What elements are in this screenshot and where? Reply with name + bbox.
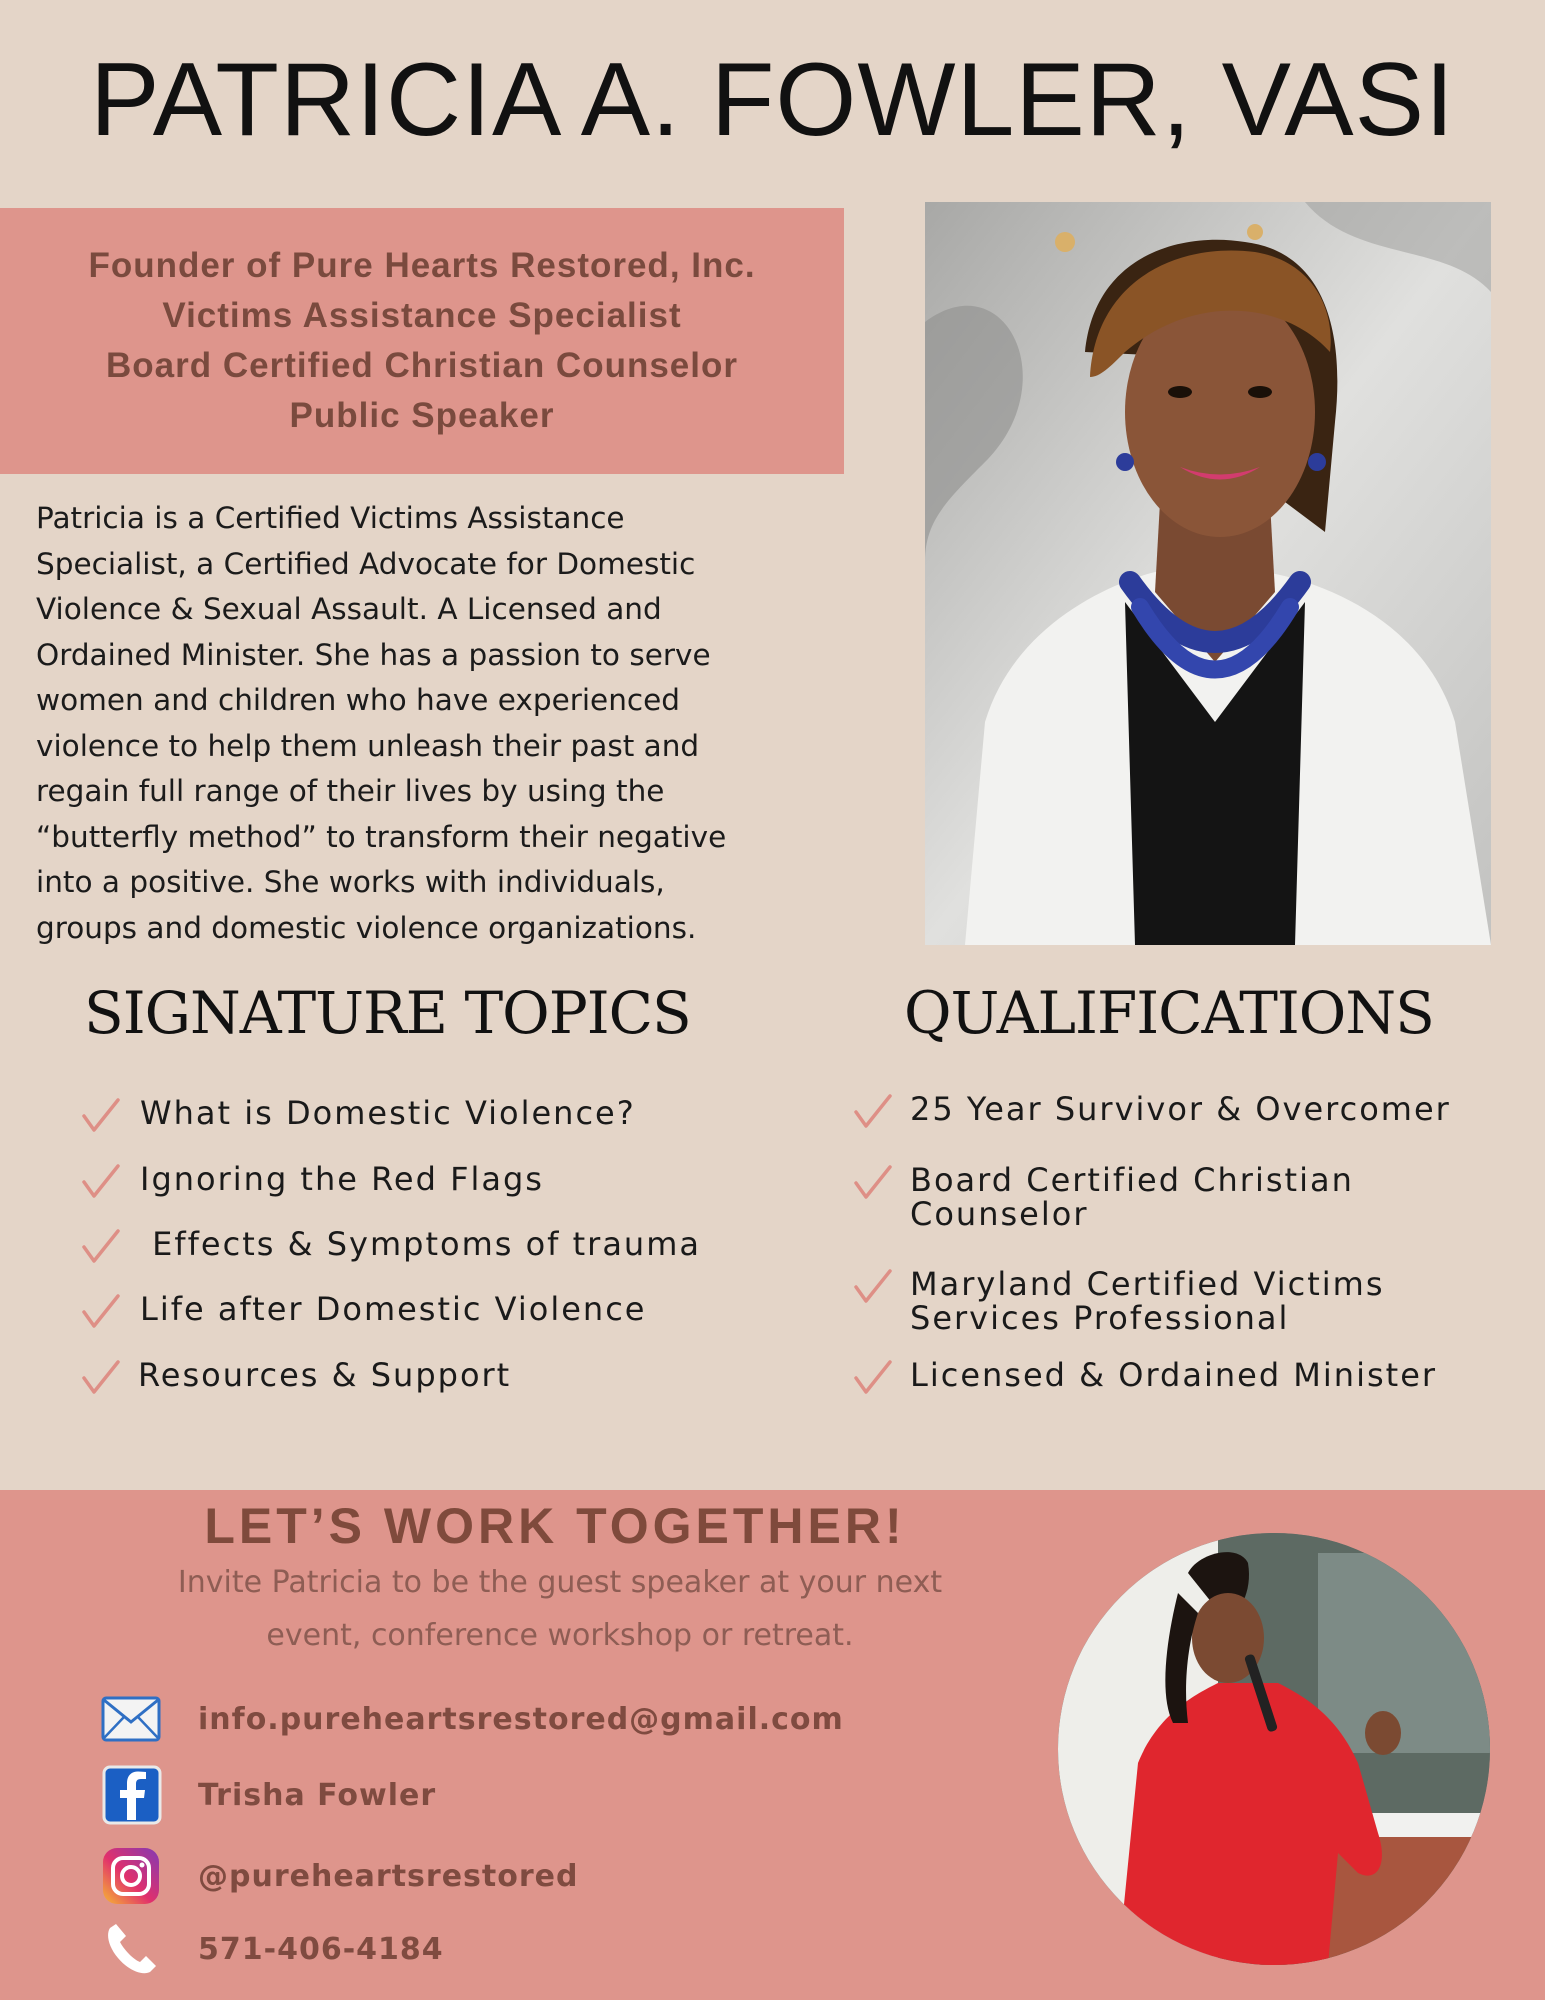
qualification-text: Maryland Certified Victims Services Professional (910, 1265, 1385, 1337)
email-icon (100, 1688, 162, 1750)
contact-instagram[interactable] (100, 1845, 578, 1907)
bio-line: Ordained Minister. She has a passion to serve (36, 637, 711, 672)
bio-line: regain full range of their lives by using the (36, 774, 665, 808)
topic-text: Life after Domestic Violence (140, 1290, 647, 1328)
qualification-item (852, 1267, 1384, 1335)
topic-item (80, 1292, 646, 1332)
bio-line: Patricia is a Certified Victims Assistance (36, 501, 625, 535)
checkmark-icon (80, 1162, 124, 1202)
instagram-text[interactable]: @pureheartsrestored (198, 1858, 579, 1894)
checkmark-icon (80, 1227, 124, 1267)
page-title: PATRICIA A. FOWLER, VASI (90, 42, 1455, 158)
bio-line: violence to help them unleash their past and (36, 728, 700, 763)
qualification-item (852, 1163, 1354, 1231)
role-line: Public Speaker (289, 396, 555, 435)
bio-line: “butterfly method” to transform their negative (36, 819, 727, 854)
instagram-icon (100, 1845, 162, 1907)
cta-text (90, 1556, 1030, 1662)
topic-item (80, 1096, 636, 1136)
bio-line: Specialist, a Certified Advocate for Domestic (36, 546, 696, 581)
checkmark-icon (80, 1358, 124, 1398)
phone-icon (100, 1918, 162, 1980)
contact-email[interactable] (100, 1688, 844, 1750)
contact-facebook[interactable] (100, 1764, 436, 1826)
signature-topics-title: SIGNATURE TOPICS (84, 979, 691, 1047)
bio-text (36, 496, 856, 951)
bio-line: groups and domestic violence organizations. (36, 910, 697, 945)
topic-text: Effects & Symptoms of trauma (140, 1225, 701, 1263)
topic-text: Resources & Support (138, 1356, 512, 1394)
facebook-text[interactable]: Trisha Fowler (198, 1777, 437, 1813)
cta-text-line: Invite Patricia to be the guest speaker at your next (177, 1565, 943, 1600)
speaker-photo (1058, 1533, 1490, 1965)
checkmark-icon (80, 1292, 124, 1332)
bio-line: into a positive. She works with individuals, (36, 865, 665, 899)
portrait-photo (925, 202, 1491, 945)
topic-item (80, 1162, 544, 1202)
qualification-text: Licensed & Ordained Minister (910, 1356, 1438, 1394)
topic-text: What is Domestic Violence? (140, 1094, 636, 1132)
checkmark-icon (852, 1358, 896, 1398)
role-line: Founder of Pure Hearts Restored, Inc. (88, 246, 756, 285)
checkmark-icon (852, 1163, 896, 1203)
checkmark-icon (852, 1267, 896, 1307)
qualification-item (852, 1358, 1437, 1398)
topic-item (80, 1358, 511, 1398)
qualification-text: Board Certified Christian Counselor (910, 1161, 1354, 1233)
cta-text-line: event, conference workshop or retreat. (266, 1618, 854, 1653)
role-line: Victims Assistance Specialist (162, 296, 682, 335)
contact-phone[interactable] (100, 1918, 444, 1980)
topic-item (80, 1227, 701, 1267)
topic-text: Ignoring the Red Flags (140, 1160, 544, 1198)
phone-text[interactable]: 571-406-4184 (198, 1931, 444, 1967)
bio-line: women and children who have experienced (36, 683, 680, 717)
bio-line: Violence & Sexual Assault. A Licensed and (36, 592, 662, 626)
qualification-text: 25 Year Survivor & Overcomer (910, 1090, 1451, 1128)
cta-title: LET’S WORK TOGETHER! (204, 1498, 906, 1554)
checkmark-icon (80, 1096, 124, 1136)
roles-banner (0, 208, 844, 474)
email-text[interactable]: info.pureheartsrestored@gmail.com (198, 1701, 844, 1737)
role-line: Board Certified Christian Counselor (105, 346, 739, 385)
facebook-icon (100, 1764, 162, 1826)
checkmark-icon (852, 1092, 896, 1132)
qualifications-title: QUALIFICATIONS (904, 979, 1434, 1047)
qualification-item (852, 1092, 1451, 1132)
